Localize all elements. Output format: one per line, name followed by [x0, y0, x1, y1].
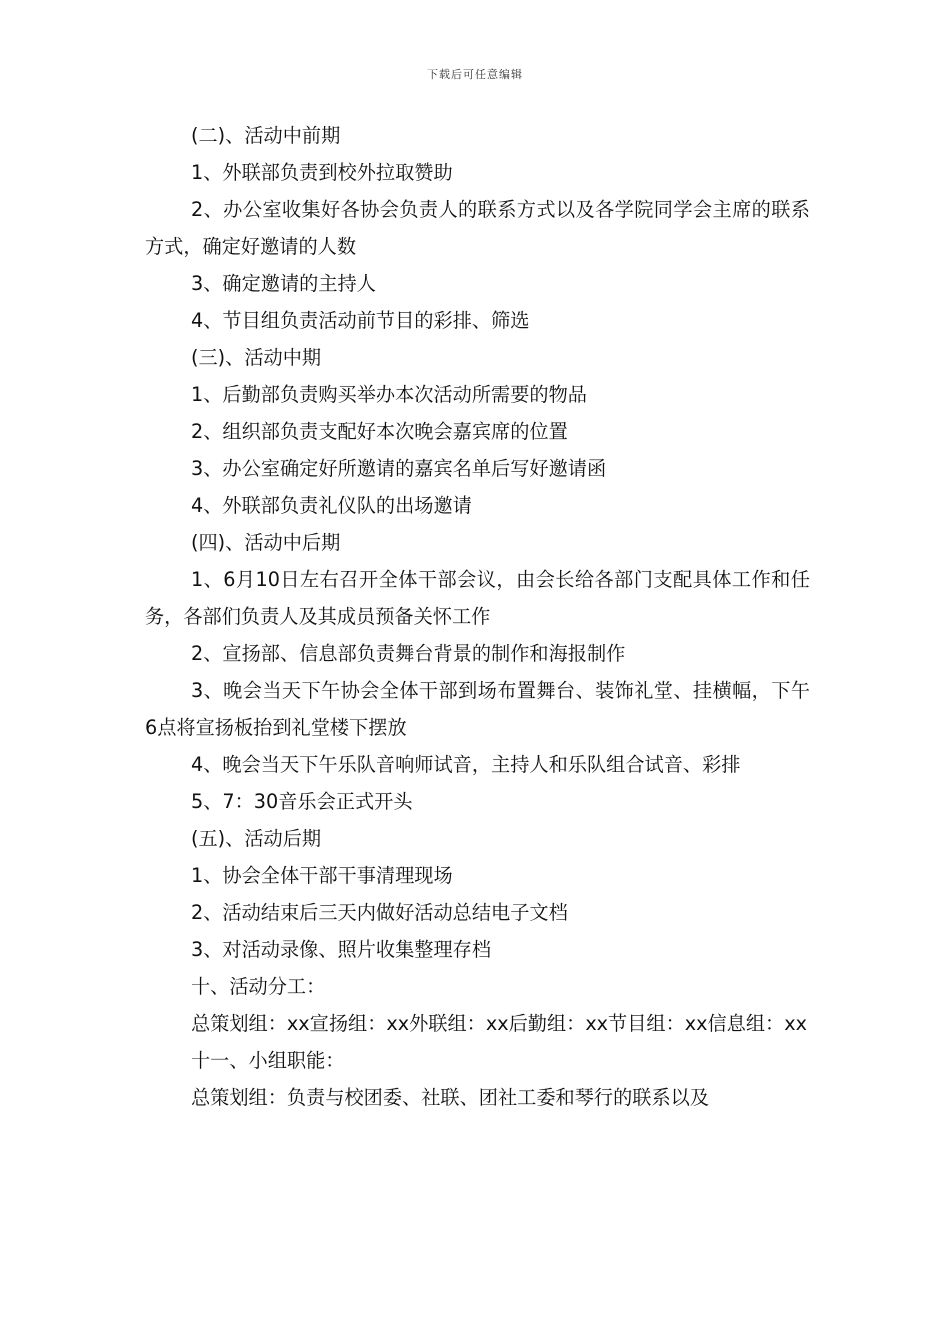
paragraph: 4、晚会当天下午乐队音响师试音，主持人和乐队组合试音、彩排: [191, 753, 741, 776]
paragraph: 2、宣扬部、信息部负责舞台背景的制作和海报制作: [191, 642, 626, 665]
paragraph: 4、节目组负责活动前节目的彩排、筛选: [191, 309, 530, 332]
paragraph: 3、晚会当天下午协会全体干部到场布置舞台、装饰礼堂、挂横幅，下午6点将宣扬板抬到礼堂楼下摆放: [145, 679, 810, 739]
paragraph: 总策划组：负责与校团委、社联、团社工委和琴行的联系以及: [191, 1086, 710, 1109]
paragraph: 1、6月10日左右召开全体干部会议，由会长给各部门支配具体工作和任务，各部们负责人及其成员预备关怀工作: [145, 568, 810, 628]
document-body: [145, 117, 810, 1116]
section-heading: (四)、活动中后期: [191, 531, 341, 554]
paragraph: 3、办公室确定好所邀请的嘉宾名单后写好邀请函: [191, 457, 607, 480]
section-heading: (五)、活动后期: [191, 827, 322, 850]
section-heading: (三)、活动中期: [191, 346, 322, 369]
paragraph: 3、确定邀请的主持人: [191, 272, 376, 295]
section-heading: (二)、活动中前期: [191, 124, 341, 147]
paragraph: 总策划组：xx宣扬组：xx外联组：xx后勤组：xx节目组：xx信息组：xx: [191, 1012, 807, 1035]
page-header: 下载后可任意编辑: [427, 68, 523, 81]
paragraph: 2、活动结束后三天内做好活动总结电子文档: [191, 901, 568, 924]
paragraph: 3、对活动录像、照片收集整理存档: [191, 938, 492, 961]
paragraph: 1、后勤部负责购买举办本次活动所需要的物品: [191, 383, 587, 406]
paragraph: 2、办公室收集好各协会负责人的联系方式以及各学院同学会主席的联系方式，确定好邀请的人数: [145, 198, 810, 258]
section-heading: 十一、小组职能：: [191, 1049, 345, 1072]
paragraph: 2、组织部负责支配好本次晚会嘉宾席的位置: [191, 420, 568, 443]
paragraph: 1、外联部负责到校外拉取赞助: [191, 161, 453, 184]
paragraph: 1、协会全体干部干事清理现场: [191, 864, 453, 887]
section-heading: 十、活动分工：: [191, 975, 326, 998]
paragraph: 5、7：30音乐会正式开头: [191, 790, 413, 813]
paragraph: 4、外联部负责礼仪队的出场邀请: [191, 494, 472, 517]
